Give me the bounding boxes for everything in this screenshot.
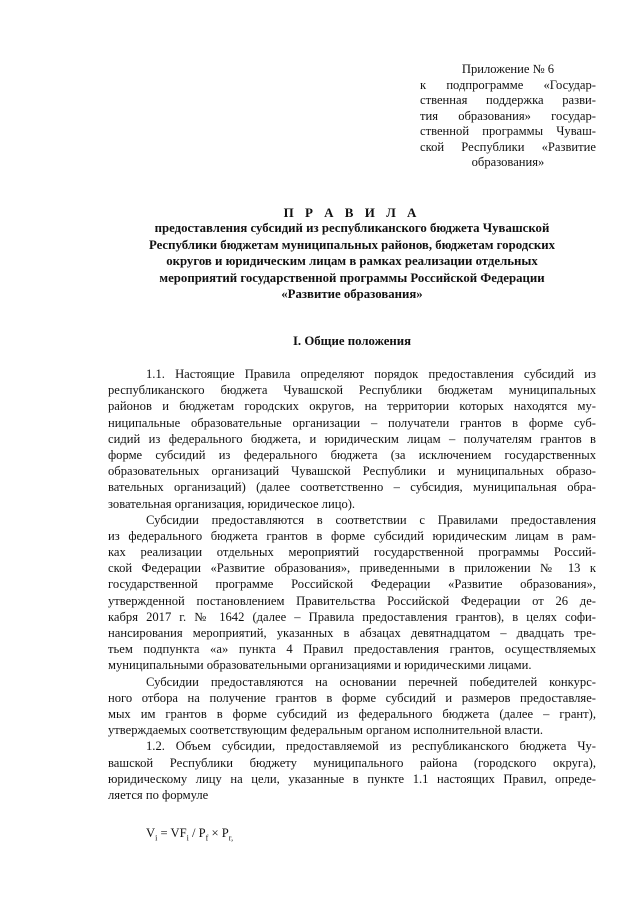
text-line: нансирования мероприятий, указанных в абзацах девятнадцатом – двадцать тре- — [108, 626, 596, 640]
formula-times: × P — [208, 826, 229, 840]
appendix-line: к подпрограмме «Государ- — [420, 77, 596, 92]
text-line: ской Федерации «Развитие образования», приведенными в приложении № 13 к — [108, 561, 596, 576]
text-line: из федерального бюджета грантов в форме субсидий юридическим лицам в рам- — [108, 528, 596, 543]
text-line: муниципальными образовательными организациями и юридическими лицами. — [108, 658, 532, 673]
formula-vf-subscript: i — [186, 833, 189, 843]
section-heading: I. Общие положения — [292, 334, 412, 348]
subtitle-line: предоставления субсидий из республиканского бюджета Чувашской — [154, 221, 550, 235]
text-line: районов и бюджетам городских округов, на территории которых находятся му- — [108, 399, 596, 414]
text-line: утверждаемых соответствующим федеральным органом исполнительной власти. — [108, 723, 544, 738]
appendix-line: Приложение № 6 — [461, 62, 555, 76]
appendix-line: тия образования» государ- — [420, 108, 596, 123]
formula-div: / P — [188, 826, 206, 840]
formula-v-subscript: i — [155, 833, 158, 843]
appendix-note — [420, 62, 596, 171]
text-line: республиканского бюджета Чувашской Республики бюджетам муниципальных — [108, 383, 596, 398]
appendix-line: ственная поддержка разви- — [420, 93, 596, 107]
text-line: кабря 2017 г. № 1642 (далее – Правила предоставления грантов), в целях софи- — [108, 609, 596, 624]
body-text — [108, 366, 596, 803]
formula-eq: = VF — [157, 826, 187, 840]
text-line: Субсидии предоставляются на основании перечней победителей конкурс- — [146, 674, 596, 689]
text-line: сидий из федерального бюджета, и юридическим лицам – получателям грантов в — [108, 431, 596, 446]
text-line: юридическому лицу на цели, указанные в пункте 1.1 настоящих Правил, опреде- — [108, 771, 596, 786]
formula-pr-subscript: r, — [228, 833, 234, 843]
text-line: вательных организаций) (далее соответственно – субсидия, муниципальная обра- — [108, 480, 596, 495]
formula — [146, 826, 233, 843]
text-line: ниципальные образовательные организации – получатели грантов в форме суб- — [108, 415, 596, 430]
document-title: П Р А В И Л А — [283, 205, 421, 220]
appendix-line: ской Республики «Развитие — [420, 139, 596, 154]
formula-v: V — [146, 826, 156, 840]
text-line: 1.1. Настоящие Правила определяют порядок предоставления субсидий из — [146, 367, 596, 381]
formula-pf-subscript: f — [205, 833, 209, 843]
text-line: ляется по формуле — [108, 787, 209, 802]
subtitle-line: округов и юридическим лицам в рамках реализации отдельных — [166, 254, 538, 268]
subtitle-line: мероприятий государственной программы Российской Федерации — [159, 270, 545, 285]
text-line: государственной программе Российской Федерации «Развитие образования», — [108, 577, 596, 592]
text-line: вашской Республики бюджету муниципального района (городского округа), — [108, 755, 596, 770]
text-line: образовательных организаций Чувашской Республики и муниципальных образо- — [108, 464, 596, 479]
text-line: зовательная организация, юридическое лицо). — [108, 496, 356, 511]
text-line: ках реализации отдельных мероприятий государственной программы Россий- — [108, 545, 596, 560]
appendix-line: образования» — [471, 155, 545, 169]
text-line: мых им грантов в форме субсидий из федерального бюджета (далее – грант), — [108, 706, 596, 721]
subtitle-line: «Развитие образования» — [281, 287, 423, 301]
text-line: форме субсидий из федерального бюджета (за исключением государственных — [108, 447, 596, 462]
text-line: тьем подпункта «а» пункта 4 Правил предоставления грантов, осуществляемых — [108, 642, 596, 657]
text-line: ного отбора на получение грантов в форме субсидий и размеров предоставляе- — [108, 690, 596, 705]
text-line: утвержденной постановлением Правительства Российской Федерации от 26 де- — [108, 593, 596, 608]
document-subtitle — [108, 220, 596, 303]
appendix-line: ственной программы Чуваш- — [420, 124, 596, 138]
subtitle-line: Республики бюджетам муниципальных районов, бюджетам городских — [148, 237, 556, 252]
text-line: Субсидии предоставляются в соответствии с Правилами предоставления — [146, 512, 596, 527]
text-line: 1.2. Объем субсидии, предоставляемой из республиканского бюджета Чу- — [146, 739, 596, 754]
